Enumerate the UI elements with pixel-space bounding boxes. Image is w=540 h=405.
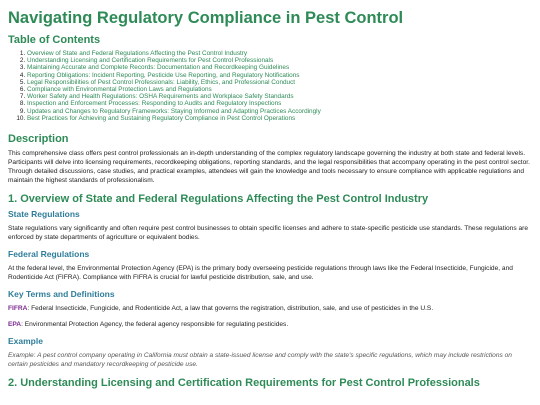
toc-item <box>27 100 532 107</box>
term-fifra-definition: : Federal Insecticide, Fungicide, and Rodenticide Act, a law that governs the registration, distribution, sale, and use of pesticides in the U.S. <box>27 305 434 313</box>
toc-item <box>27 72 532 79</box>
toc-link-3[interactable]: Maintaining Accurate and Complete Records: Documentation and Recordkeeping Guidelines <box>27 64 290 72</box>
toc-link-8[interactable]: Inspection and Enforcement Processes: Responding to Audits and Regulatory Inspections <box>27 100 282 108</box>
term-fifra <box>8 304 532 313</box>
toc-item <box>27 79 532 86</box>
section-2-heading: 2. Understanding Licensing and Certification Requirements for Pest Control Professionals <box>8 377 480 390</box>
federal-regulations-text: At the federal level, the Environmental Protection Agency (EPA) is the primary body overseeing pesticide regulations through laws like the Federal Insecticide, Fungicide, and Rodenticide Act (FIFRA). Compliance with FIFRA is crucial for lawful pesticide distribution, sale, and use. <box>8 265 513 282</box>
toc-item <box>27 115 532 122</box>
toc-item <box>27 93 532 100</box>
toc-link-2[interactable]: Understanding Licensing and Certification Requirements for Pest Control Professionals <box>27 57 274 65</box>
description-heading: Description <box>8 133 69 146</box>
toc-link-4[interactable]: Reporting Obligations: Incident Reporting, Pesticide Use Reporting, and Regulatory Notifications <box>27 71 300 79</box>
example-text: Example: A pest control company operating in California must obtain a state-issued license and comply with the state's specific regulations, which may include restrictions on certain pesticides and mandatory recordkeeping of pesticide use. <box>8 352 512 369</box>
toc-item <box>27 57 532 64</box>
toc-link-5[interactable]: Legal Responsibilities of Pest Control Professionals: Liability, Ethics, and Professional Conduct <box>27 78 296 86</box>
toc-link-7[interactable]: Worker Safety and Health Regulations: OSHA Requirements and Workplace Safety Standards <box>27 93 294 101</box>
description-text: This comprehensive class offers pest control professionals an in-depth understanding of the complex regulatory landscape governing the industry at both state and federal levels. Participants will delve into licensing requirements, recordkeeping obligations, reporting standards, and the legal responsibilities that accompany operating in the pest control sector. Through detailed discussions, case studies, and practical examples, attendees will gain the knowledge and tools necessary to ensure compliance with applicable regulations and maintain the highest standards of professionalism. <box>8 150 530 185</box>
toc-list <box>8 50 532 122</box>
page-title: Navigating Regulatory Compliance in Pest Control <box>8 9 404 27</box>
toc-heading: Table of Contents <box>8 34 101 46</box>
toc-link-10[interactable]: Best Practices for Achieving and Sustaining Regulatory Compliance in Pest Control Operations <box>27 114 296 122</box>
toc-link-6[interactable]: Compliance with Environmental Protection Laws and Regulations <box>27 86 212 94</box>
term-epa-name: EPA <box>8 321 22 329</box>
toc-item <box>27 50 532 57</box>
state-regulations-text: State regulations vary significantly and often require pest control businesses to obtain specific licenses and adhere to state-specific pesticide use standards. These regulations are enforced by state departments of agriculture or equivalent bodies. <box>8 225 528 242</box>
toc-item <box>27 64 532 71</box>
toc-item <box>27 86 532 93</box>
state-regulations-heading: State Regulations <box>8 209 80 220</box>
toc-item <box>27 108 532 115</box>
federal-regulations-heading: Federal Regulations <box>8 249 90 260</box>
term-epa <box>8 320 532 329</box>
toc-link-9[interactable]: Updates and Changes to Regulatory Frameworks: Staying Informed and Adapting Practices Accordingly <box>27 107 321 115</box>
toc-link-1[interactable]: Overview of State and Federal Regulations Affecting the Pest Control Industry <box>27 50 248 57</box>
example-heading: Example <box>8 336 43 347</box>
term-fifra-name: FIFRA <box>8 305 28 313</box>
section-1-heading: 1. Overview of State and Federal Regulations Affecting the Pest Control Industry <box>8 193 429 206</box>
term-epa-definition: : Environmental Protection Agency, the federal agency responsible for regulating pesticides. <box>21 321 289 329</box>
key-terms-heading: Key Terms and Definitions <box>8 289 115 300</box>
